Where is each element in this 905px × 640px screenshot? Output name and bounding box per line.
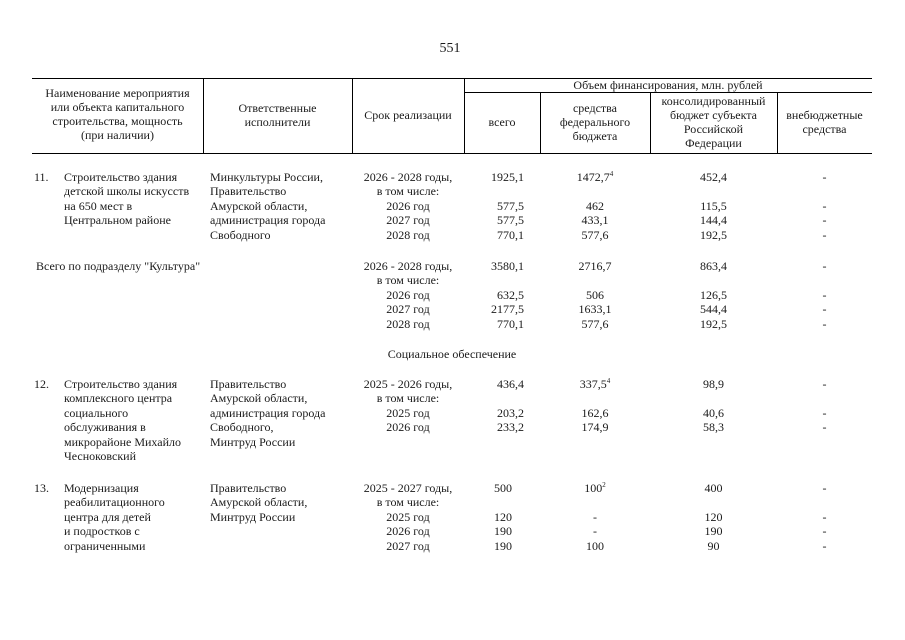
header-period-cell: Срок реализации <box>364 108 452 122</box>
footnote-mark: 4 <box>606 377 611 385</box>
row-number: 13. <box>34 481 49 495</box>
row-number: 12. <box>34 377 49 391</box>
funding-subheader-rule <box>464 92 872 93</box>
header-funding-cell: Объем финансирования, млн. рублей <box>573 78 763 92</box>
footnote-mark: 4 <box>609 170 614 178</box>
section-heading: Социальное обеспечение <box>387 347 517 361</box>
footnote-mark: 2 <box>602 481 606 489</box>
page-number: 551 <box>439 41 461 56</box>
header-total-cell: всего <box>488 115 516 129</box>
row-number: 11. <box>34 170 49 184</box>
subtotal-label: Всего по подразделу "Культура" <box>36 259 201 273</box>
header-bottom-rule <box>32 153 872 154</box>
